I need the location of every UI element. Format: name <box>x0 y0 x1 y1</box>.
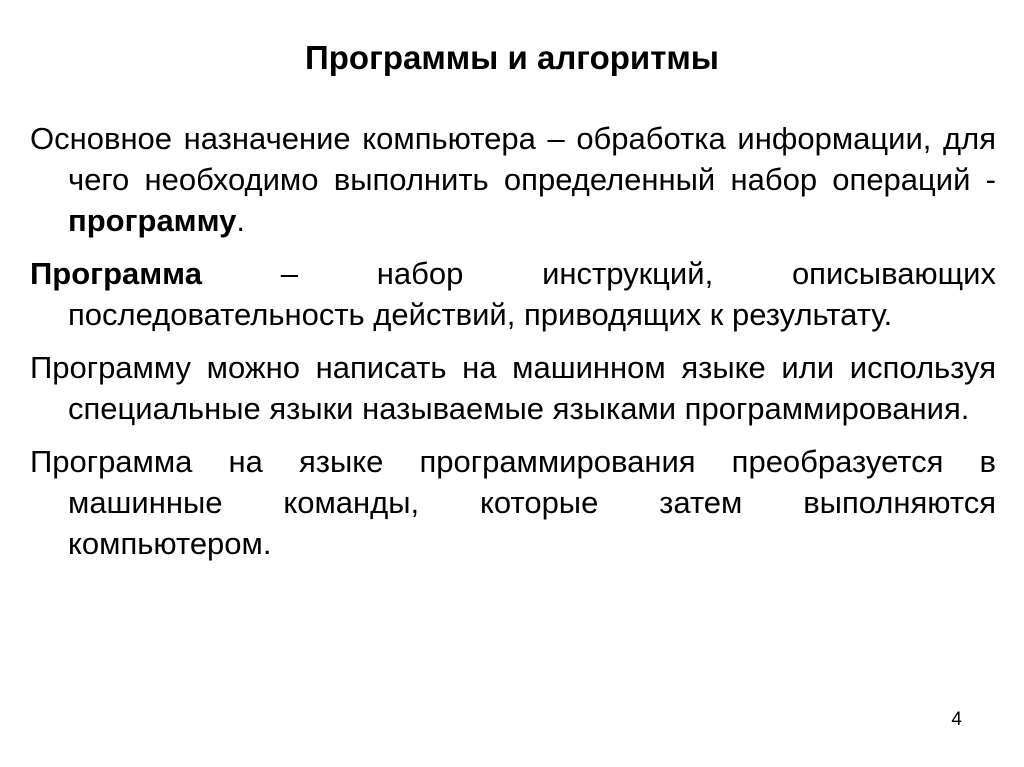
paragraph-purpose-text: Основное назначение компьютера – обработка информации, для чего необходимо выполнить определенный набор операций - <box>30 121 996 197</box>
paragraph-translation: Программа на языке программирования преобразуется в машинные команды, которые затем выполняются компьютером. <box>30 444 996 561</box>
term-program-bold: программу <box>68 203 237 238</box>
paragraph-purpose <box>30 118 996 241</box>
term-program-definition: Программа <box>30 256 202 291</box>
slide-title: Программы и алгоритмы <box>305 39 719 76</box>
paragraph-definition <box>30 253 996 335</box>
paragraph-purpose-period: . <box>236 203 246 238</box>
paragraph-languages: Программу можно написать на машинном языке или используя специальные языки называемые языками программирования. <box>30 350 996 426</box>
page-number: 4 <box>951 709 962 730</box>
slide-content <box>30 118 996 576</box>
paragraph-definition-text: – набор инструкций, описывающих последовательность действий, приводящих к результату. <box>68 256 996 332</box>
